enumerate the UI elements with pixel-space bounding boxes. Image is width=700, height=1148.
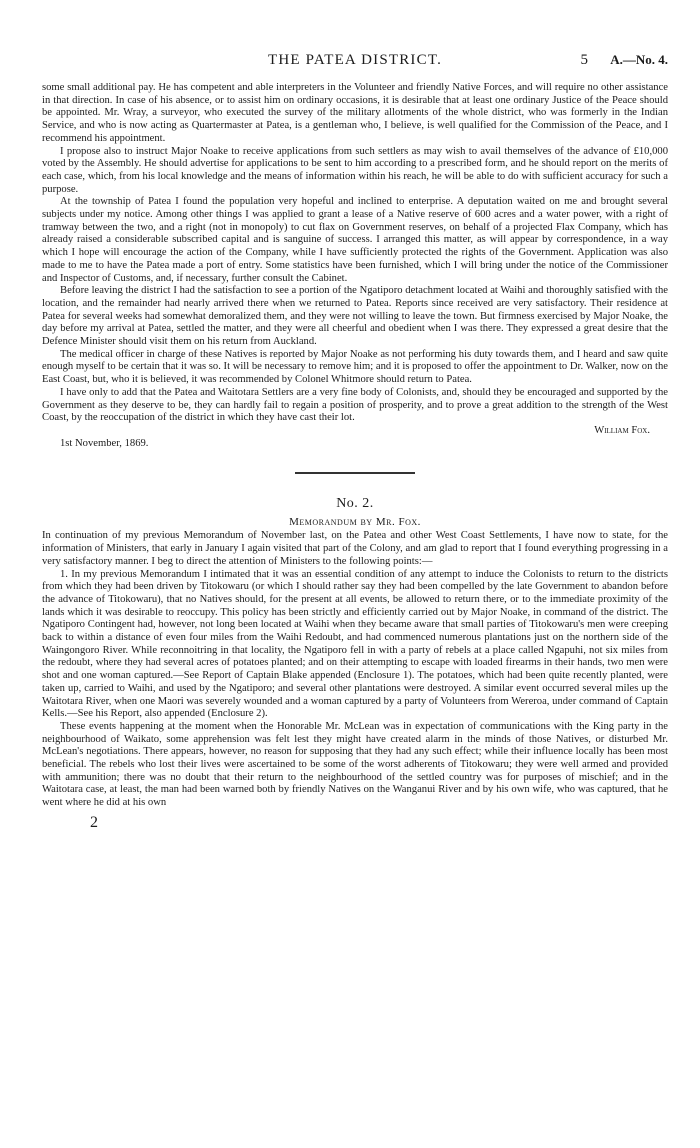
page-header [42,52,668,82]
paragraph: I propose also to instruct Major Noake to receive applications from such settlers as may wish to avail themselves of the advance of £10,000 voted by the Assembly. He should advertise for applications to be sent to him according to a prescribed form, and he should report on the merits of each case, which, from his local knowledge and the means of information within his reach, he will be able to do with sufficient accuracy for such a purpose. [42,145,668,195]
paragraph: In continuation of my previous Memorandum of November last, on the Patea and other West Coast Settlements, I have now to state, for the information of Ministers, that early in January I again visited that part of the Colony, and am glad to report that I found everything progressing in a very satisfactory manner. I beg to direct the attention of Ministers to the following points:— [42,530,668,567]
paragraph: I have only to add that the Patea and Waitotara Settlers are a very fine body of Colonists, and, should they be encouraged and supported by the Government as they deserve to be, they can hardly fail to regain a position of prosperity, and to prove a great addition to the strength of the West Coast, by the reoccupation of the district in which they have cast their lot. [42,386,668,424]
signature: William Fox. [594,424,650,436]
paragraph: At the township of Patea I found the population very hopeful and inclined to enterprise. A deputation waited on me and brought several subjects under my notice. Among other things I was applied to grant a lease of a Native reserve of 600 acres and a water power, with a right of tramway between the two, and a right (not in monopoly) to cut flax on Government reserves, on behalf of a projected Flax Company, which has already raised a considerable subscribed capital and is sanguine of success. I arranged this matter, as will appear by correspondence, in a way which I hope will encourage the action of the Company, while I have sufficiently protected the rights of the Government. Application was also made to me to have the Patea made a port of entry. Some statistics have been furnished, which I will bring under the notice of the Commissioner and Inspector of Customs, and, if necessary, further consult the Cabinet. [42,196,668,284]
section-divider [295,472,415,474]
paragraph: These events happening at the moment when the Honorable Mr. McLean was in expectation of communications with the King party in the neighbourhood of Waikato, some apprehension was felt lest they might have created alarm in the minds of those Natives, or disturbed Mr. McLean's negotiations. There appears, however, no reason for supposing that they had any such effect; while their influence locally has been most beneficial. The rebels who lost their lives were ascertained to be some of the worst adherents of Titokowaru; they were well armed and provided with ammunition; there was no doubt that their return to the neighbourhood of the settled country was for purposes of mischief; and in the Waitotara case, at least, the man had been warned both by friendly Natives on the Wanganui River and by his own wife, who was captured, that he went where he did at his own [42,720,668,809]
paragraph: some small additional pay. He has competent and able interpreters in the Volunteer and friendly Native Forces, and will require no other assistance in that direction. In case of his absence, or to assist him on ordinary occasions, it is desirable that at least one ordinary Justice of the Peace should be appointed. Mr. Wray, a surveyor, who executed the survey of the military allotments of the whole district, who was formerly in the Indian Service, and who is now acting as Quartermaster at Patea, is a gentleman who, I believe, is well qualified for the Commission of the Peace, and I recommend his appointment. [42,82,668,144]
printer-signature-mark: 2 [90,813,98,831]
memorandum-two-body [42,530,668,809]
date-line: 1st November, 1869. [60,437,149,449]
page-number: 5 [580,52,588,68]
memorandum-title: Memorandum by Mr. Fox. [289,516,421,529]
paragraph: The medical officer in charge of these Natives is reported by Major Noake as not performing his duty towards them, and I heard and saw quite enough myself to be certain that it was so. It will be necessary to remove him; and it is proposed to offer the appointment to Dr. Walker, now on the East Coast, but, who it is believed, it was recommended by Colonel Whitmore should return to Patea. [42,348,668,386]
document-page [0,52,700,1148]
document-number: No. 2. [336,496,374,512]
paragraph: 1. In my previous Memorandum I intimated that it was an essential condition of any attempt to induce the Colonists to return to the districts from which they had been driven by Titokowaru (or which I should rather say they had been compelled by the late Government to abandon before the advance of Titokowaru), that no Natives should, for the present at all events, be allowed to return there, or to the immediate proximity of the lands which it was desirable to reoccupy. This policy has been strictly and efficiently carried out by Major Noake, in command of the district. The Ngatiporo Contingent had, however, not long been located at Waihi when they became aware that small parties of Titokowaru's men were creeping back to within a distance of even four miles from the Waihi Redoubt, and had commenced numerous plantations just on the northern side of the Waingongoro River. While reconnoitring in that locality, the Ngatiporo fell in with a party of rebels at a place called Ngapuhi, not six miles from the redoubt, where they had several acres of potatoes planted; and on their attempting to escape with loaded firearms in their hands, two men were shot and one woman captured.—See Report of Captain Blake appended (Enclosure 1). The potatoes, which had been quite recently planted, were taken up, carried to Waihi, and used by the Ngatiporo; and several other plantations were destroyed. A similar event occurred several miles up the Waitotara River, when one Maori was severely wounded and a woman captured by a party of Volunteers from Wereroa, under command of Captain Kells.—See his Report, also appended (Enclosure 2). [42,568,668,720]
running-title: THE PATEA DISTRICT. [267,52,443,68]
memorandum-one-body [42,82,668,450]
paragraph: Before leaving the district I had the satisfaction to see a portion of the Ngatiporo detachment located at Waihi and thoroughly satisfied with the location, and the remainder had nearly arrived there when we returned to Patea. Reports since received are very satisfactory. Their residence at Patea for several weeks had somewhat demoralized them, and they were not willing to leave the town. But firmness exercised by Major Noake, the day before my arrival at Patea, settled the matter, and they were all cheerful and obedient when I was there. They expressed a great desire that the Defence Minister should visit them on his return from Auckland. [42,285,668,348]
document-reference: A.—No. 4. [610,52,668,67]
